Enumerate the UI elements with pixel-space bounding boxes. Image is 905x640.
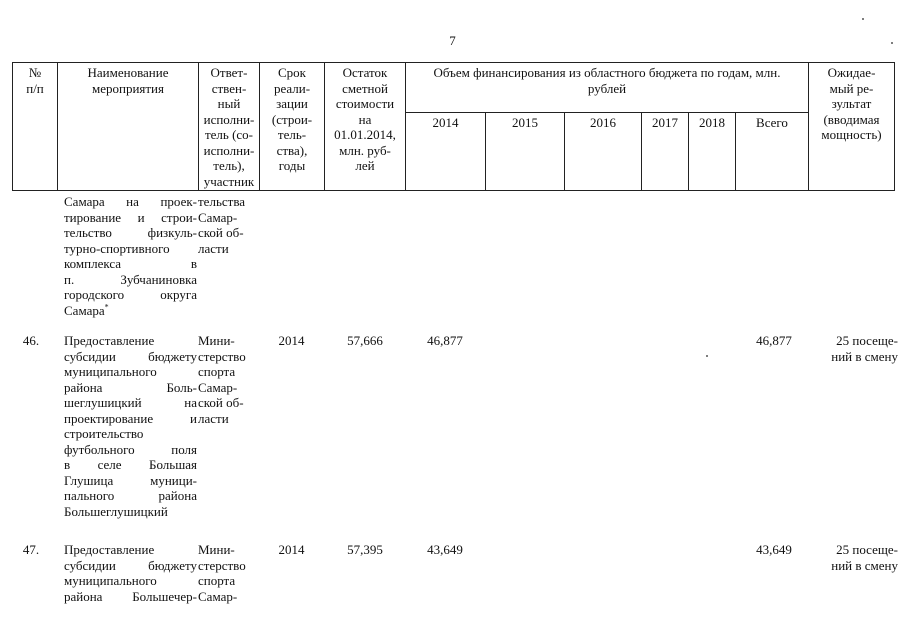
header-year-total: Всего xyxy=(736,113,809,191)
row-year-2014: 43,649 xyxy=(427,542,463,557)
header-year-2015: 2015 xyxy=(486,113,565,191)
header-responsible: Ответ- ствен- ный исполни- тель (со- исполни- тель), участник xyxy=(199,63,260,191)
row-result: 25 посеще- ний в смену xyxy=(831,542,898,573)
header-year-2018: 2018 xyxy=(689,113,736,191)
header-name: Наименование мероприятия xyxy=(58,63,199,191)
row-name: Предоставление субсидии бюджету муниципального района Большечер- xyxy=(64,542,197,604)
header-year-2017: 2017 xyxy=(642,113,689,191)
row-term: 2014 xyxy=(278,333,305,348)
header-year-2014: 2014 xyxy=(406,113,486,191)
header-rest: Остаток сметной стоимости на 01.01.2014, млн. руб- лей xyxy=(325,63,406,191)
scan-speck xyxy=(706,355,708,357)
row-number: 46. xyxy=(22,333,40,348)
row-number: 47. xyxy=(22,542,40,557)
row-total: 43,649 xyxy=(756,542,792,557)
table-body xyxy=(12,192,897,640)
header-term: Срок реали- зации (строи- тель- ства), годы xyxy=(260,63,325,191)
row-rest-cost: 57,666 xyxy=(347,333,383,348)
header-num: № п/п xyxy=(13,63,58,191)
scan-speck xyxy=(891,42,893,44)
row-result: 25 посеще- ний в смену xyxy=(831,333,898,364)
header-result: Ожидае- мый ре- зультат (вводимая мощность) xyxy=(809,63,895,191)
row-responsible: Мини- стерство спорта Самар- xyxy=(198,542,246,604)
row-responsible: Мини- стерство спорта Самар- ской об- ласти xyxy=(198,333,246,426)
row-name: Самара на проек- тирование и строи- тельство физкуль- турно-спортивного комплекса в п. Зубчаниновка городского округа Самара* xyxy=(64,194,197,318)
row-rest-cost: 57,395 xyxy=(347,542,383,557)
row-total: 46,877 xyxy=(756,333,792,348)
footnote-mark: * xyxy=(104,302,109,312)
scan-speck xyxy=(862,18,864,20)
table-header xyxy=(12,62,895,191)
row-year-2014: 46,877 xyxy=(427,333,463,348)
header-year-2016: 2016 xyxy=(565,113,642,191)
header-financing: Объем финансирования из областного бюджета по годам, млн. рублей xyxy=(406,63,809,113)
row-term: 2014 xyxy=(278,542,305,557)
row-name: Предоставление субсидии бюджету муниципального района Боль- шеглушицкий на проектирование и строительство футбольного поля в селе Большая Глушица муници- пального района Большеглушицкий xyxy=(64,333,197,519)
page-number: 7 xyxy=(449,33,456,48)
row-responsible: тельства Самар- ской об- ласти xyxy=(198,194,246,256)
